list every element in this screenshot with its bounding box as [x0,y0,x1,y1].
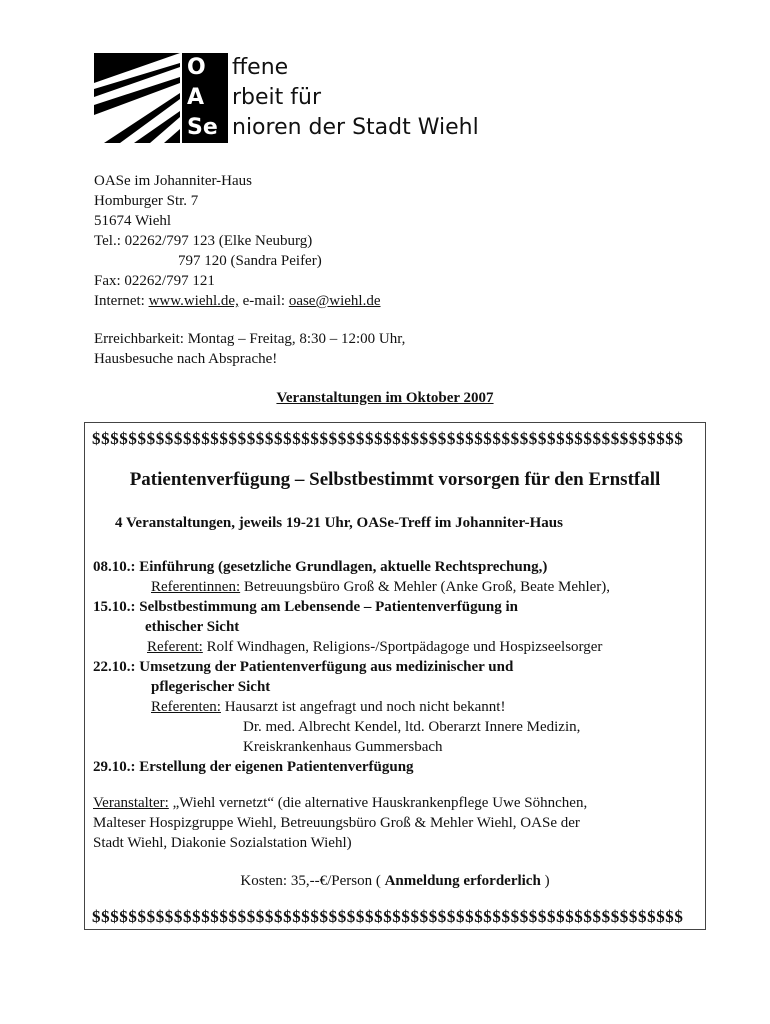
organizer-text: „Wiehl vernetzt“ (die alternative Hauskrankenpflege Uwe Söhnchen, [168,795,588,811]
organizer-label: Veranstalter: [93,795,169,811]
event-4: 29.10.: Erstellung der eigenen Patientenverfügung [93,759,414,775]
availability-line: Hausbesuche nach Absprache! [94,351,278,367]
logo-word: ffene [232,55,289,80]
sunburst-logo-icon [94,53,180,143]
address-line: OASe im Johanniter-Haus [94,173,253,189]
speaker-names: Dr. med. Albrecht Kendel, ltd. Oberarzt Innere Medizin, [243,719,581,735]
logo-letter: Se [187,115,218,140]
speaker-label: Referentinnen: [151,579,241,595]
event-box [84,422,706,930]
event-2 [93,597,602,657]
event-3 [93,657,580,757]
availability-block [94,329,405,369]
email-label: e-mail: [242,293,286,309]
organizer-block [93,793,587,853]
email-link[interactable]: oase@wiehl.de [288,293,381,309]
address-line: 51674 Wiehl [94,213,172,229]
event-1 [93,557,610,597]
cost-text: Kosten: 35,--€/Person ( [240,873,385,889]
event-topic: 15.10.: Selbstbestimmung am Lebensende – Patientenverfügung in [93,599,519,615]
logo-letter-column [182,53,228,143]
event-title: Patientenverfügung – Selbstbestimmt vorsorgen für den Ernstfall [129,469,661,490]
event-date: 08.10. [93,559,131,575]
speaker-label: Referent: [147,639,203,655]
dollar-divider-bottom: $$$$$$$$$$$$$$$$$$$$$$$$$$$$$$$$$$$$$$$$$$$$$$$$$$$$$$$$$$$$$$$$$ [92,907,684,926]
oase-logo [94,53,479,143]
internet-label: Internet: [94,293,145,309]
internet-line [94,291,381,311]
organizer-text: Malteser Hospizgruppe Wiehl, Betreuungsbüro Groß & Mehler Wiehl, OASe der [93,815,580,831]
cost-line [85,873,705,890]
logo-word: rbeit für [232,85,322,110]
fax-line: Fax: 02262/797 121 [94,273,215,289]
website-link[interactable]: www.wiehl.de, [148,293,239,309]
cost-end: ) [540,873,550,889]
organizer-text: Stadt Wiehl, Diakonie Sozialstation Wiehl) [93,835,352,851]
event-subtitle: 4 Veranstaltungen, jeweils 19-21 Uhr, OASe-Treff im Johanniter-Haus [115,515,563,531]
address-line: Homburger Str. 7 [94,193,199,209]
logo-letter: A [187,85,205,110]
event-topic: ethischer Sicht [145,619,240,635]
address-block [94,171,381,311]
logo-word: nioren der Stadt Wiehl [232,115,479,140]
speaker-names: Betreuungsbüro Groß & Mehler (Anke Groß, Beate Mehler), [240,579,611,595]
speaker-label: Referenten: [151,699,221,715]
registration-note: Anmeldung erforderlich [384,873,541,889]
availability-line: Erreichbarkeit: Montag – Freitag, 8:30 – 12:00 Uhr, [94,331,406,347]
speaker-names: Kreiskrankenhaus Gummersbach [243,739,443,755]
speaker-names: Hausarzt ist angefragt und noch nicht bekannt! [220,699,506,715]
event-topic: : Einführung (gesetzliche Grundlagen, aktuelle Rechtsprechung,) [130,559,548,575]
phone-line: Tel.: 02262/797 123 (Elke Neuburg) [94,233,313,249]
speaker-names: Rolf Windhagen, Religions-/Sportpädagoge und Hospizseelsorger [202,639,603,655]
event-topic: pflegerischer Sicht [151,679,271,695]
logo-letter: O [187,55,206,80]
phone-line: 797 120 (Sandra Peifer) [178,253,322,269]
event-topic: 22.10.: Umsetzung der Patientenverfügung aus medizinischer und [93,659,514,675]
page-title: Veranstaltungen im Oktober 2007 [276,390,494,406]
dollar-divider-top: $$$$$$$$$$$$$$$$$$$$$$$$$$$$$$$$$$$$$$$$$$$$$$$$$$$$$$$$$$$$$$$$$ [92,429,684,448]
logo-word-column [232,53,479,143]
